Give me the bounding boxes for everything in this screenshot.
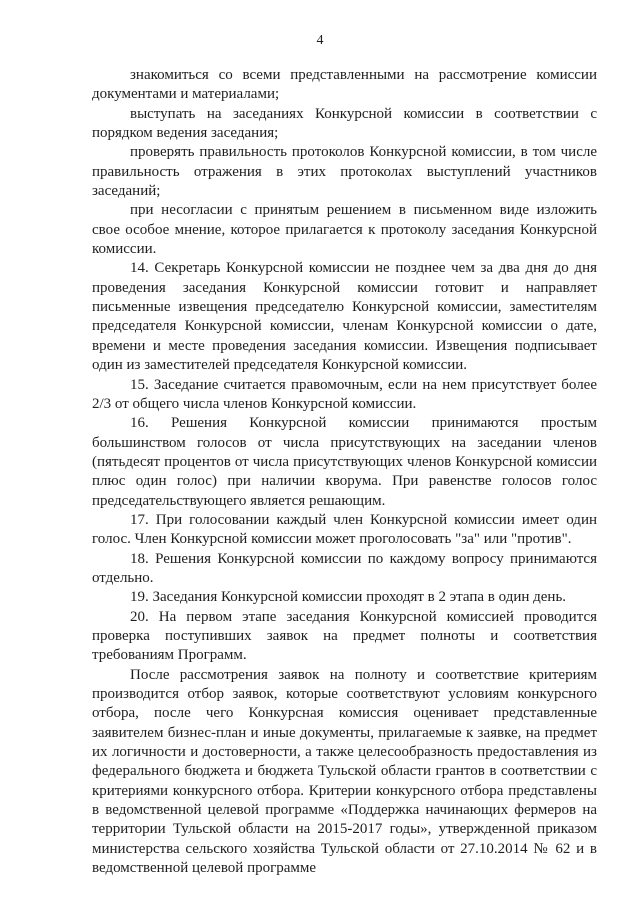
paragraph-rights-speak-at-meetings: выступать на заседаниях Конкурсной комиссии в соответствии с порядком ведения заседания; [92,105,597,142]
paragraph-rights-dissent-opinion: при несогласии с принятым решением в письменном виде изложить свое особое мнение, которое прилагается к протоколу заседания Конкурсной комиссии. [92,202,597,258]
paragraph-clause-14: 14. Секретарь Конкурсной комиссии не позднее чем за два дня до дня проведения заседания Конкурсной комиссии готовит и направляет письменные извещения председателю Конкурсной комиссии, заместителям председателя Конкурсной комиссии, членам Конкурсной комиссии о дате, времени и месте проведения заседания комиссии. Извещения подписывает один из заместителей председателя Конкурсной комиссии. [92,260,597,374]
paragraph-clause-20: 20. На первом этапе заседания Конкурсной комиссией проводится проверка поступивших заявок на предмет полноты и соответствия требованиям Программ. [92,608,597,664]
paragraph-clause-19: 19. Заседания Конкурсной комиссии проходят в 2 этапа в один день. [130,589,567,606]
paragraph-clause-16: 16. Решения Конкурсной комиссии принимаются простым большинством голосов от числа присутствующих на заседании членов (пятьдесят процентов от числа присутствующих членов Конкурсной комиссии плюс один голос) при наличии кворума. При равенстве голосов голос председательствующего является решающим. [92,415,597,509]
paragraph-clause-17: 17. При голосовании каждый член Конкурсной комиссии имеет один голос. Член Конкурсной комиссии может проголосовать "за" или "против". [92,511,597,548]
paragraph-clause-15: 15. Заседание считается правомочным, если на нем присутствует более 2/3 от общего числа членов Конкурсной комиссии. [92,376,597,412]
paragraph-rights-review-documents: знакомиться со всеми представленными на рассмотрение комиссии документами и материалами; [92,67,597,103]
paragraph-clause-18: 18. Решения Конкурсной комиссии по каждому вопросу принимаются отдельно. [92,550,597,586]
page-number: 4 [316,33,324,48]
paragraph-rights-check-protocols: проверять правильность протоколов Конкурсной комиссии, в том числе правильность отражения в этих протоколах выступлений участников заседаний; [92,144,597,200]
paragraph-selection-criteria: После рассмотрения заявок на полноту и соответствие критериям производится отбор заявок, которые соответствуют условиям конкурсного отбора, после чего Конкурсная комиссия оценивает представленные заявителем бизнес-план и иные документы, прилагаемые к заявке, на предмет их логичности и достоверности, а также целесообразность предоставления из федерального бюджета и бюджета Тульской области грантов в соответствии с критериями конкурсного отбора. Критерии конкурсного отбора представлены в ведомственной целевой программе «Поддержка начинающих фермеров на территории Тульской области на 2015-2017 годы», утвержденной приказом министерства сельского хозяйства Тульской области от 27.10.2014 № 62 и в ведомственной целевой программе [92,666,597,877]
document-body [92,66,597,878]
